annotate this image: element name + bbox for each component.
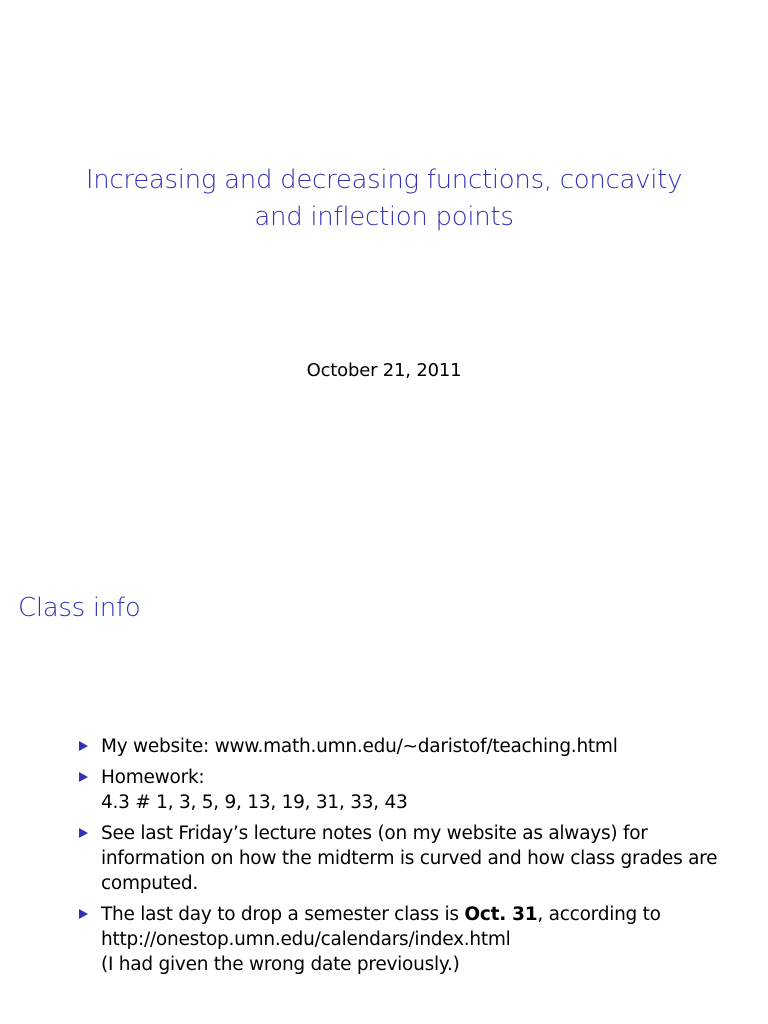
itemize-list — [0, 734, 768, 983]
item-line: computed. — [101, 873, 198, 894]
list-item-lecture-notes — [0, 821, 768, 896]
presentation-date: October 21, 2011 — [306, 360, 462, 381]
item-line — [101, 902, 768, 927]
bullet-triangle-icon — [79, 828, 88, 838]
bullet-triangle-icon — [79, 909, 88, 919]
calendar-url: http://onestop.umn.edu/calendars/index.html — [101, 929, 511, 950]
presentation-title — [0, 162, 768, 236]
item-line: (I had given the wrong date previously.) — [101, 954, 460, 975]
frame-title: Class info — [18, 593, 141, 623]
item-line: information on how the midterm is curved and how class grades are — [101, 848, 718, 869]
item-line: Homework: — [101, 767, 205, 788]
item-text: The last day to drop a semester class is — [101, 904, 465, 925]
item-line: My website: www.math.umn.edu/∼daristof/teaching.html — [101, 736, 618, 757]
list-item-drop-date — [0, 902, 768, 977]
item-line: See last Friday’s lecture notes (on my website as always) for — [101, 823, 648, 844]
list-item-homework — [0, 765, 768, 815]
bullet-triangle-icon — [79, 772, 88, 782]
list-item-website — [0, 734, 768, 759]
item-text: , according to — [537, 904, 661, 925]
bullet-triangle-icon — [79, 741, 88, 751]
item-line: 4.3 # 1, 3, 5, 9, 13, 19, 31, 33, 43 — [101, 792, 408, 813]
title-line-2: and inflection points — [254, 202, 514, 232]
title-line-1: Increasing and decreasing functions, concavity — [85, 165, 683, 195]
drop-date-bold: Oct. 31 — [464, 904, 538, 925]
